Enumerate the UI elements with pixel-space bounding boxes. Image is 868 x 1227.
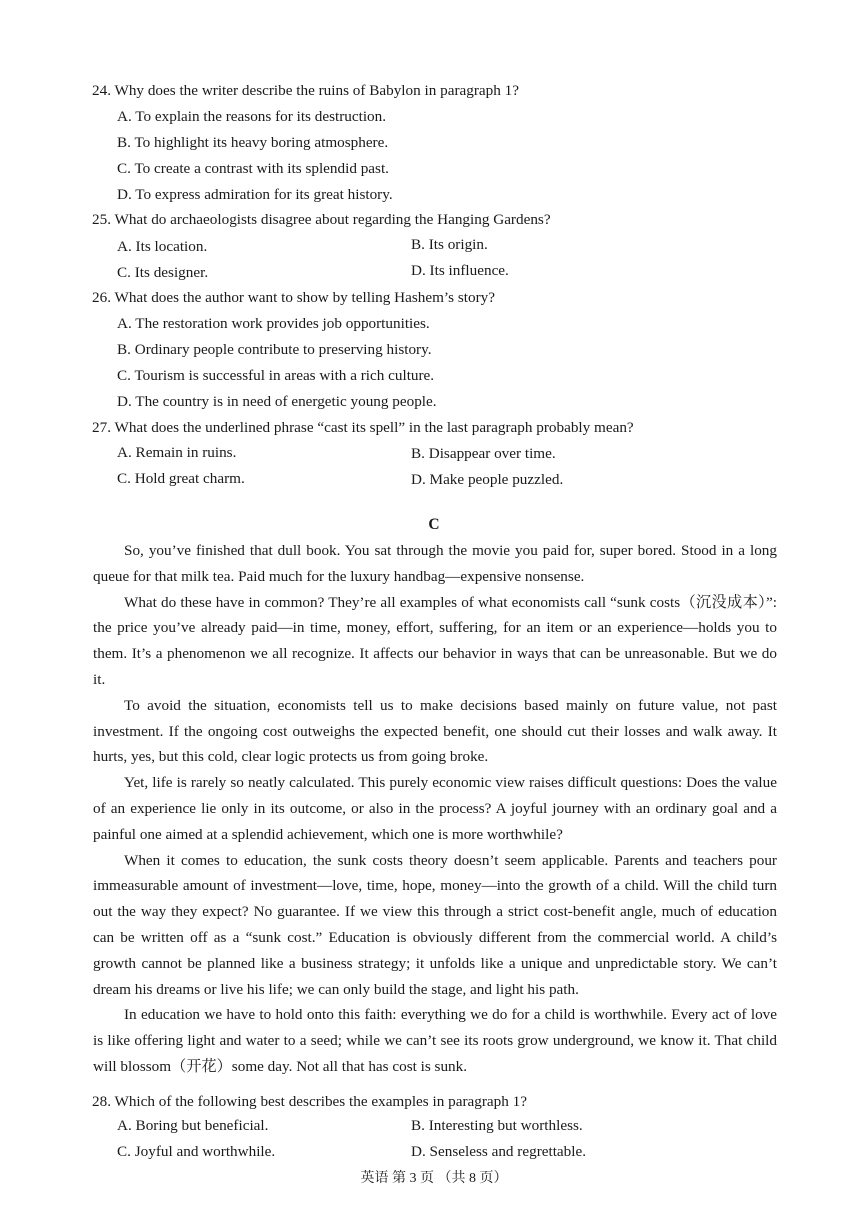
question-25-option-b: B. Its origin.: [411, 236, 488, 253]
question-24-option-b: B. To highlight its heavy boring atmosphere.: [117, 134, 389, 151]
question-27-option-d: D. Make people puzzled.: [411, 471, 564, 488]
passage-paragraph-4: Yet, life is rarely so neatly calculated. This purely economic view raises difficult questions: Does the value of an experience lie only in its outcome, or also in the process? A joyful journey with an ordinary goal and a painful one aimed at a splendid achievement, which one is more worthwhile?: [93, 774, 777, 843]
passage-paragraph-3: To avoid the situation, economists tell us to make decisions based mainly on future value, not past investment. If the ongoing cost outweighs the expected benefit, one should cut their losses and walk away. It hurts, yes, but this cold, clear logic protects us from going broke.: [93, 696, 777, 766]
question-25-stem: 25. What do archaeologists disagree about regarding the Hanging Gardens?: [92, 211, 551, 228]
question-27-stem: 27. What does the underlined phrase “cast its spell” in the last paragraph probably mean?: [92, 419, 634, 436]
section-c-title: C: [428, 516, 440, 533]
question-25-option-d: D. Its influence.: [411, 262, 509, 279]
passage-c: [93, 538, 777, 1080]
question-28-option-d: D. Senseless and regrettable.: [411, 1143, 587, 1160]
page-footer: 英语 第 3 页 （共 8 页）: [360, 1171, 508, 1186]
question-27-option-b: B. Disappear over time.: [411, 445, 556, 462]
question-25-option-c: C. Its designer.: [117, 264, 209, 281]
question-28-option-b: B. Interesting but worthless.: [411, 1117, 583, 1134]
passage-paragraph-1: So, you’ve finished that dull book. You sat through the movie you paid for, super bored. Stood in a long queue for that milk tea. Paid much for the luxury handbag—expensive nonsense.: [93, 542, 777, 585]
question-26-option-c: C. Tourism is successful in areas with a rich culture.: [117, 367, 435, 384]
question-24-option-a: A. To explain the reasons for its destruction.: [117, 108, 387, 125]
question-24-option-c: C. To create a contrast with its splendid past.: [117, 160, 389, 177]
passage-paragraph-5: When it comes to education, the sunk costs theory doesn’t seem applicable. Parents and teachers pour immeasurable amount of investment—love, time, hope, money—into the growth of a child. Will the child turn out the way they expect? No guarantee. If we view this through a strict cost-benefit angle, much of education can be written off as a “sunk cost.” Education is obviously different from the commercial world. A child’s growth cannot be planned like a business strategy; it unfolds like a unique and unpredictable story. We can’t dream his dreams or live his life; we can only build the stage, and light his path.: [93, 851, 777, 998]
question-24-option-d: D. To express admiration for its great history.: [117, 186, 393, 203]
question-26-stem: 26. What does the author want to show by telling Hashem’s story?: [92, 289, 495, 306]
question-25-option-a: A. Its location.: [117, 238, 208, 255]
question-26-option-a: A. The restoration work provides job opportunities.: [117, 315, 430, 332]
question-27-option-c: C. Hold great charm.: [117, 470, 245, 487]
passage-paragraph-2: What do these have in common? They’re all examples of what economists call “sunk costs（沉没成本）”: the price you’ve already paid—in time, money, effort, suffering, for an item or an experience—holds you to them. It’s a phenomenon we all recognize. It affects our behavior in ways that can be unreasonable. But we do it.: [93, 593, 777, 688]
question-27-option-a: A. Remain in ruins.: [117, 444, 237, 461]
question-26-option-b: B. Ordinary people contribute to preserving history.: [117, 341, 432, 358]
passage-paragraph-6: In education we have to hold onto this faith: everything we do for a child is worthwhile. Every act of love is like offering light and water to a seed; while we can’t see its roots grow underground, we know it. That child will blossom（开花）some day. Not all that has cost is sunk.: [93, 1006, 777, 1075]
question-26-option-d: D. The country is in need of energetic young people.: [117, 393, 437, 410]
question-28-option-a: A. Boring but beneficial.: [117, 1117, 269, 1134]
question-28-option-c: C. Joyful and worthwhile.: [117, 1143, 276, 1160]
question-28-stem: 28. Which of the following best describes the examples in paragraph 1?: [92, 1093, 527, 1110]
question-24-stem: 24. Why does the writer describe the ruins of Babylon in paragraph 1?: [92, 82, 519, 99]
